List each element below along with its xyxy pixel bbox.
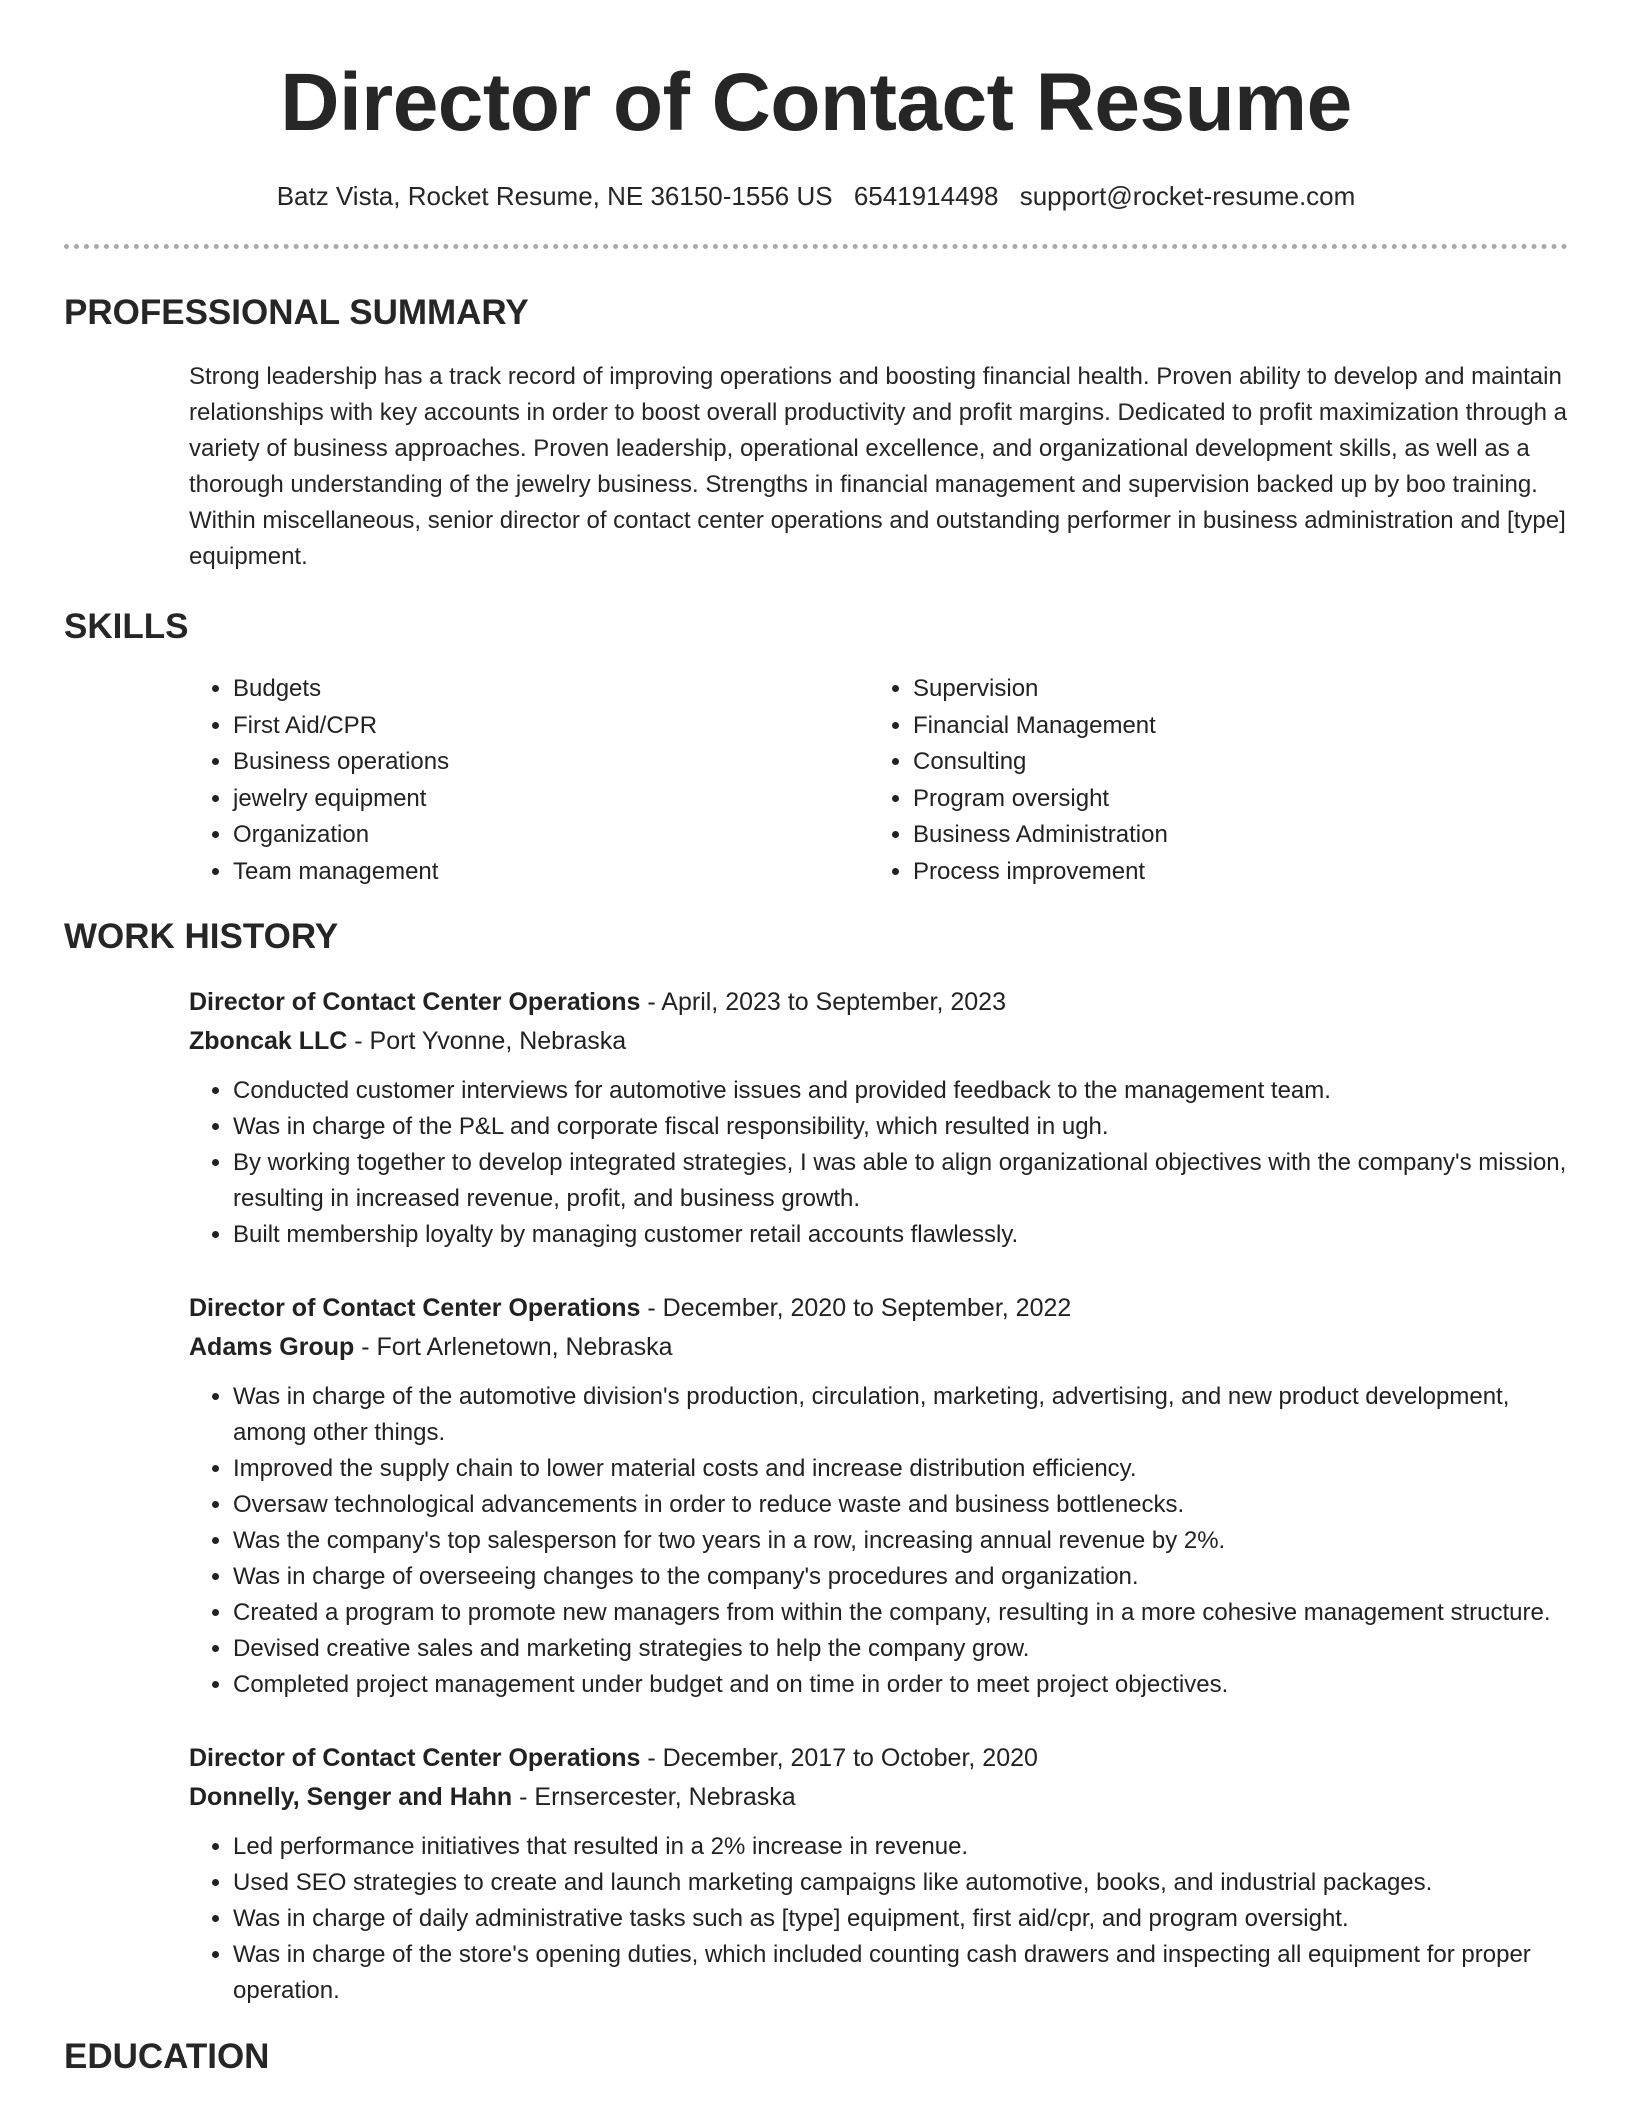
job-bullets — [189, 1829, 1568, 2009]
job-bullet: • Was in charge of the automotive division's production, circulation, marketing, advertising, and new product development, among other things. — [233, 1379, 1568, 1451]
contact-phone: 6541914498 — [853, 181, 999, 211]
job-title: Director of Contact Center Operations — [189, 1744, 641, 1772]
work-history-heading: WORK HISTORY — [64, 917, 339, 956]
job-bullets — [189, 1073, 1568, 1253]
resume-page — [64, 0, 1568, 2079]
job-dates: - December, 2020 to September, 2022 — [640, 1294, 1072, 1322]
job-bullet: • By working together to develop integrated strategies, I was able to align organizational objectives with the company's mission, resulting in increased revenue, profit, and business growth. — [233, 1145, 1568, 1217]
job-bullet: • Used SEO strategies to create and launch marketing campaigns like automotive, books, and industrial packages. — [233, 1865, 1568, 1901]
job-title: Director of Contact Center Operations — [189, 1294, 641, 1322]
header-divider — [64, 244, 1568, 249]
job-entry — [189, 1290, 1568, 1703]
job-title: Director of Contact Center Operations — [189, 988, 641, 1016]
contact-address: Batz Vista, Rocket Resume, NE 36150-1556 US — [276, 181, 833, 211]
job-title-line — [189, 984, 1568, 1020]
skill-item: • jewelry equipment — [233, 781, 869, 818]
job-bullet: • Was in charge of the P&L and corporate fiscal responsibility, which resulted in ugh. — [233, 1109, 1568, 1145]
skill-item: • Organization — [233, 817, 869, 854]
job-company: Adams Group — [189, 1333, 355, 1361]
job-title-line — [189, 1740, 1568, 1776]
skills-list — [189, 671, 1568, 890]
resume-title: Director of Contact Resume — [280, 57, 1352, 148]
contact-line — [64, 178, 1568, 214]
job-bullet: • Was in charge of the store's opening duties, which included counting cash drawers and inspecting all equipment for proper operation. — [233, 1937, 1568, 2009]
skill-item: • Consulting — [913, 744, 1168, 781]
job-bullet: • Oversaw technological advancements in order to reduce waste and business bottlenecks. — [233, 1487, 1568, 1523]
skill-item: • Process improvement — [913, 854, 1168, 891]
summary-text: Strong leadership has a track record of improving operations and boosting financial health. Proven ability to develop and maintain relationships with key accounts in order to boost overall productivity and profit margins. Dedicated to profit maximization through a variety of business approaches. Proven leadership, operational excellence, and organizational development skills, as well as a thorough understanding of the jewelry business. Strengths in financial management and supervision backed up by boo training. Within miscellaneous, senior director of contact center operations and outstanding performer in business administration and [type] equipment. — [189, 363, 1568, 570]
job-location: - Ernsercester, Nebraska — [512, 1783, 796, 1811]
job-company-line — [189, 1329, 1568, 1365]
education-heading: EDUCATION — [64, 2037, 270, 2076]
job-entry — [189, 1740, 1568, 2009]
job-title-line — [189, 1290, 1568, 1326]
job-bullet: • Improved the supply chain to lower material costs and increase distribution efficiency. — [233, 1451, 1568, 1487]
job-dates: - December, 2017 to October, 2020 — [640, 1744, 1038, 1772]
skill-item: • Business Administration — [913, 817, 1168, 854]
job-bullets — [189, 1379, 1568, 1703]
skill-item: • First Aid/CPR — [233, 708, 869, 745]
job-bullet: • Devised creative sales and marketing strategies to help the company grow. — [233, 1631, 1568, 1667]
skill-item: • Program oversight — [913, 781, 1168, 818]
skill-item: • Supervision — [913, 671, 1168, 708]
summary-heading: PROFESSIONAL SUMMARY — [64, 293, 529, 332]
job-bullet: • Was in charge of daily administrative tasks such as [type] equipment, first aid/cpr, and program oversight. — [233, 1901, 1568, 1937]
skills-column-right — [869, 671, 1168, 890]
job-company: Zboncak LLC — [189, 1027, 348, 1055]
job-bullet: • Built membership loyalty by managing customer retail accounts flawlessly. — [233, 1217, 1568, 1253]
skill-item: • Business operations — [233, 744, 869, 781]
skills-column-left — [189, 671, 869, 890]
job-bullet: • Led performance initiatives that resulted in a 2% increase in revenue. — [233, 1829, 1568, 1865]
job-bullet: • Was in charge of overseeing changes to the company's procedures and organization. — [233, 1559, 1568, 1595]
skills-heading: SKILLS — [64, 607, 189, 646]
job-bullet: • Completed project management under budget and on time in order to meet project objectives. — [233, 1667, 1568, 1703]
job-entry — [189, 984, 1568, 1253]
skill-item: • Financial Management — [913, 708, 1168, 745]
job-bullet: • Conducted customer interviews for automotive issues and provided feedback to the management team. — [233, 1073, 1568, 1109]
job-location: - Port Yvonne, Nebraska — [347, 1027, 627, 1055]
contact-email: support@rocket-resume.com — [1019, 181, 1356, 211]
job-location: - Fort Arlenetown, Nebraska — [354, 1333, 673, 1361]
skill-item: • Team management — [233, 854, 869, 891]
job-company-line — [189, 1023, 1568, 1059]
job-company: Donnelly, Senger and Hahn — [189, 1783, 513, 1811]
job-bullet: • Created a program to promote new managers from within the company, resulting in a more cohesive management structure. — [233, 1595, 1568, 1631]
skill-item: • Budgets — [233, 671, 869, 708]
job-dates: - April, 2023 to September, 2023 — [640, 988, 1006, 1016]
job-bullet: • Was the company's top salesperson for two years in a row, increasing annual revenue by 2%. — [233, 1523, 1568, 1559]
job-company-line — [189, 1779, 1568, 1815]
